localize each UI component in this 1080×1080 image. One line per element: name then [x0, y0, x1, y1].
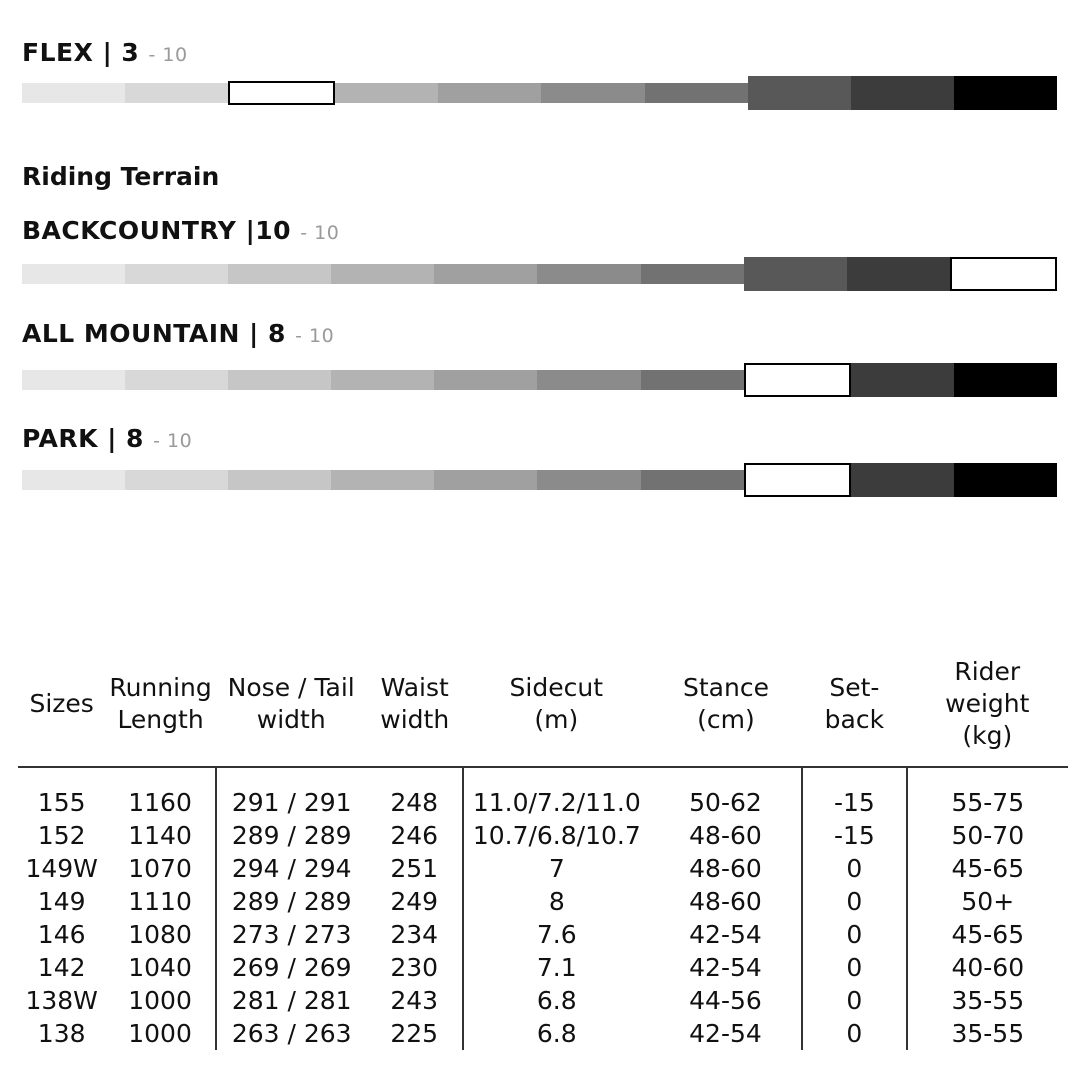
scale-segment [954, 76, 1057, 110]
table-row [18, 819, 1068, 852]
cell-setback: 0 [802, 951, 906, 984]
scale-segment [954, 463, 1057, 497]
scale-segment [228, 470, 331, 490]
backcountry-scale [22, 257, 1057, 291]
scale-segment [22, 83, 125, 103]
cell-nose-tail-width: 289 / 289 [216, 885, 367, 918]
scale-segment [645, 83, 748, 103]
cell-sidecut: 7 [463, 852, 650, 885]
scale-segment [641, 264, 744, 284]
scale-segment [228, 264, 331, 284]
cell-nose-tail-width: 289 / 289 [216, 819, 367, 852]
cell-waist-width: 225 [390, 1019, 439, 1048]
cell-waist-width: 248 [390, 788, 439, 817]
scale-segment-selected [744, 363, 851, 397]
cell-size: 142 [37, 953, 86, 982]
cell-waist-width: 243 [390, 986, 439, 1015]
backcountry-label: BACKCOUNTRY |10 [22, 216, 291, 245]
table-row [18, 852, 1068, 885]
cell-size: 138 [37, 1019, 86, 1048]
cell-waist-width: 251 [390, 854, 439, 883]
all-mountain-rating [22, 319, 1057, 351]
cell-running-length: 1040 [128, 953, 192, 982]
scale-segment [434, 264, 537, 284]
cell-waist-width: 249 [390, 887, 439, 916]
scale-segment [331, 470, 434, 490]
scale-segment [125, 470, 228, 490]
header-nose-tail-width: Nose / Tail width [216, 648, 367, 767]
scale-segment [641, 370, 744, 390]
cell-size: 149 [37, 887, 86, 916]
cell-running-length: 1140 [128, 821, 192, 850]
cell-nose-tail-width: 269 / 269 [216, 951, 367, 984]
cell-running-length: 1070 [128, 854, 192, 883]
cell-stance: 48-60 [689, 821, 762, 850]
cell-sidecut: 6.8 [463, 984, 650, 1017]
cell-rider-weight: 50-70 [907, 819, 1068, 852]
header-stance: Stance (cm) [650, 648, 802, 767]
all-mountain-title [22, 319, 1057, 351]
park-title [22, 424, 1057, 456]
cell-stance: 42-54 [689, 953, 762, 982]
cell-stance: 42-54 [689, 1019, 762, 1048]
cell-size: 152 [37, 821, 86, 850]
cell-setback: 0 [802, 852, 906, 885]
scale-segment [954, 363, 1057, 397]
header-rider-weight: Rider weight (kg) [907, 648, 1068, 767]
table-row [18, 951, 1068, 984]
cell-setback: 0 [802, 885, 906, 918]
table-row [18, 984, 1068, 1017]
scale-segment [851, 363, 954, 397]
scale-segment [22, 470, 125, 490]
cell-size: 155 [37, 788, 86, 817]
flex-title [22, 38, 1057, 70]
specs-table-head [18, 648, 1068, 767]
scale-segment [331, 370, 434, 390]
scale-segment [851, 463, 954, 497]
flex-label: FLEX | 3 [22, 38, 140, 67]
scale-segment [847, 257, 950, 291]
table-row [18, 767, 1068, 819]
park-max: - 10 [153, 430, 193, 452]
cell-sidecut: 8 [463, 885, 650, 918]
header-sizes: Sizes [18, 648, 105, 767]
scale-segment [537, 470, 640, 490]
header-sidecut: Sidecut (m) [463, 648, 650, 767]
cell-size: 138W [25, 986, 98, 1015]
scale-segment [537, 370, 640, 390]
table-row [18, 885, 1068, 918]
scale-segment-selected [744, 463, 851, 497]
cell-waist-width: 234 [390, 920, 439, 949]
scale-segment-selected [228, 81, 335, 105]
park-label: PARK | 8 [22, 424, 144, 453]
header-setback: Set- back [802, 648, 906, 767]
header-waist-width: Waist width [367, 648, 463, 767]
cell-nose-tail-width: 281 / 281 [216, 984, 367, 1017]
cell-sidecut: 7.1 [463, 951, 650, 984]
all-mountain-label: ALL MOUNTAIN | 8 [22, 319, 286, 348]
cell-setback: -15 [802, 767, 906, 819]
cell-running-length: 1000 [128, 986, 192, 1015]
backcountry-title [22, 216, 1057, 248]
cell-setback: 0 [802, 918, 906, 951]
park-scale [22, 463, 1057, 497]
flex-rating [22, 38, 1057, 70]
cell-rider-weight: 40-60 [907, 951, 1068, 984]
cell-sidecut: 11.0/7.2/11.0 [463, 767, 650, 819]
cell-waist-width: 230 [390, 953, 439, 982]
scale-segment [434, 470, 537, 490]
all-mountain-max: - 10 [295, 325, 335, 347]
cell-stance: 42-54 [689, 920, 762, 949]
cell-rider-weight: 35-55 [907, 1017, 1068, 1050]
cell-running-length: 1160 [128, 788, 192, 817]
cell-rider-weight: 35-55 [907, 984, 1068, 1017]
cell-rider-weight: 45-65 [907, 852, 1068, 885]
cell-sidecut: 10.7/6.8/10.7 [463, 819, 650, 852]
cell-nose-tail-width: 273 / 273 [216, 918, 367, 951]
cell-rider-weight: 45-65 [907, 918, 1068, 951]
flex-max: - 10 [148, 44, 188, 66]
specs-table-header-row [18, 648, 1068, 767]
scale-segment [438, 83, 541, 103]
backcountry-max: - 10 [300, 222, 340, 244]
cell-size: 146 [37, 920, 86, 949]
scale-segment [541, 83, 644, 103]
scale-segment [434, 370, 537, 390]
cell-setback: 0 [802, 984, 906, 1017]
scale-segment [744, 257, 847, 291]
cell-stance: 44-56 [689, 986, 762, 1015]
scale-segment [851, 76, 954, 110]
cell-stance: 50-62 [689, 788, 762, 817]
park-rating [22, 424, 1057, 456]
cell-setback: 0 [802, 1017, 906, 1050]
scale-segment [331, 264, 434, 284]
cell-rider-weight: 50+ [907, 885, 1068, 918]
cell-running-length: 1080 [128, 920, 192, 949]
scale-segment [537, 264, 640, 284]
table-row [18, 918, 1068, 951]
header-running-length: Running Length [105, 648, 215, 767]
cell-nose-tail-width: 263 / 263 [216, 1017, 367, 1050]
scale-segment [748, 76, 851, 110]
cell-running-length: 1110 [128, 887, 192, 916]
cell-nose-tail-width: 294 / 294 [216, 852, 367, 885]
cell-sidecut: 6.8 [463, 1017, 650, 1050]
cell-rider-weight: 55-75 [907, 767, 1068, 819]
riding-terrain-heading: Riding Terrain [22, 162, 220, 191]
scale-segment [228, 370, 331, 390]
scale-segment [22, 264, 125, 284]
cell-waist-width: 246 [390, 821, 439, 850]
cell-running-length: 1000 [128, 1019, 192, 1048]
all-mountain-scale [22, 363, 1057, 397]
table-row [18, 1017, 1068, 1050]
scale-segment [641, 470, 744, 490]
specs-table [18, 648, 1068, 1050]
scale-segment [125, 83, 228, 103]
scale-segment [125, 264, 228, 284]
cell-nose-tail-width: 291 / 291 [216, 767, 367, 819]
scale-segment [22, 370, 125, 390]
cell-setback: -15 [802, 819, 906, 852]
scale-segment [335, 83, 438, 103]
cell-size: 149W [25, 854, 98, 883]
specs-table-body [18, 767, 1068, 1050]
cell-sidecut: 7.6 [463, 918, 650, 951]
backcountry-rating [22, 216, 1057, 248]
flex-scale [22, 76, 1057, 110]
scale-segment-selected [950, 257, 1057, 291]
scale-segment [125, 370, 228, 390]
cell-stance: 48-60 [689, 887, 762, 916]
cell-stance: 48-60 [689, 854, 762, 883]
